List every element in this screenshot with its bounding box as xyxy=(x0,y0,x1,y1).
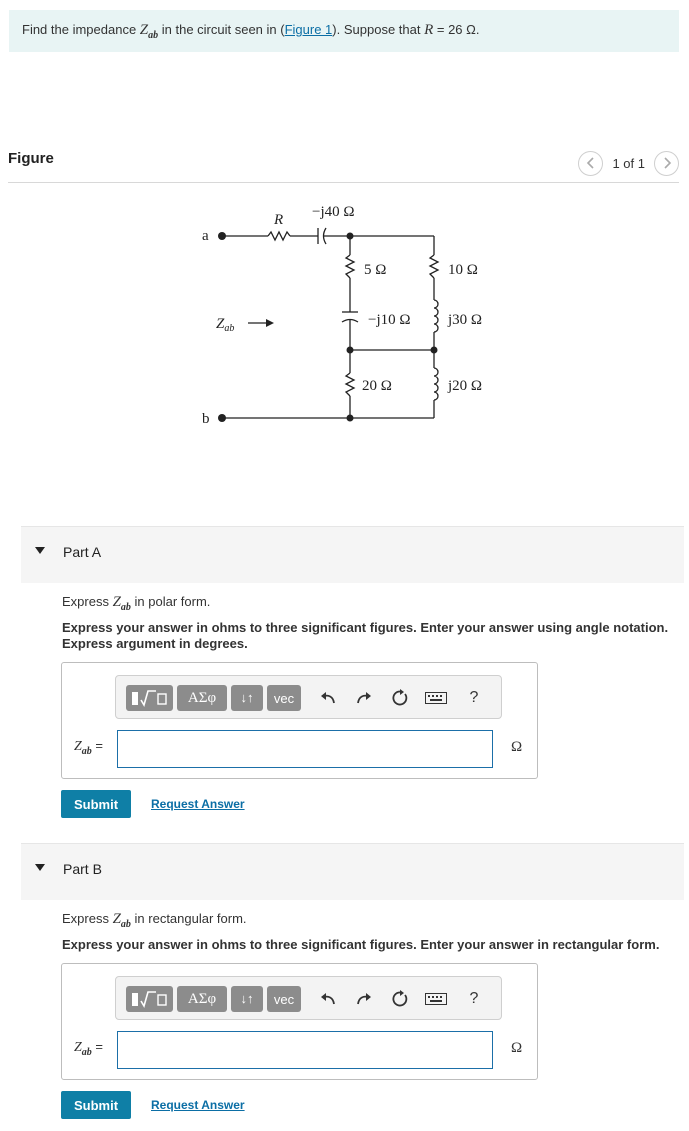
figure-divider xyxy=(8,182,679,183)
problem-text-prefix: Find the impedance xyxy=(22,22,140,37)
chevron-right-icon[interactable] xyxy=(654,151,679,176)
part-a-submit-button[interactable]: Submit xyxy=(61,790,131,818)
cap-top-label: −j40 Ω xyxy=(312,204,355,220)
part-a-answer-box xyxy=(61,662,538,779)
templates-icon[interactable] xyxy=(126,685,173,711)
help-button[interactable]: ? xyxy=(469,990,479,1007)
r5-label: 5 Ω xyxy=(364,262,387,278)
part-b-unit: Ω xyxy=(511,1040,523,1056)
r-symbol: R xyxy=(424,22,434,38)
figure-1-link[interactable]: Figure 1 xyxy=(284,22,333,37)
part-b-submit-button[interactable]: Submit xyxy=(61,1091,131,1119)
node-b-label: b xyxy=(202,411,210,427)
pager-count: 1 of 1 xyxy=(612,155,645,171)
templates-icon[interactable] xyxy=(126,986,173,1012)
problem-text-middle: in the circuit seen in ( xyxy=(158,22,285,37)
sort-icon[interactable]: ↓↑ xyxy=(231,685,263,711)
redo-icon[interactable] xyxy=(352,685,376,711)
keyboard-icon[interactable] xyxy=(422,986,450,1012)
part-b-request-answer-link[interactable]: Request Answer xyxy=(151,1098,245,1112)
part-b-label: Part B xyxy=(63,861,102,877)
r20-label: 20 Ω xyxy=(362,378,392,394)
circuit-diagram xyxy=(190,190,510,440)
chevron-left-icon[interactable] xyxy=(578,151,603,176)
part-a-request-answer-link[interactable]: Request Answer xyxy=(151,797,245,811)
caret-down-icon xyxy=(35,547,45,554)
undo-icon[interactable] xyxy=(316,685,340,711)
part-b-answer-box xyxy=(61,963,538,1080)
problem-statement xyxy=(9,10,679,52)
sort-icon[interactable]: ↓↑ xyxy=(231,986,263,1012)
caret-down-icon xyxy=(35,864,45,871)
part-b-header[interactable] xyxy=(21,843,684,900)
greek-symbols-button[interactable]: ΑΣφ xyxy=(177,986,227,1012)
zab-diagram-label: $Z_{ab}$ xyxy=(216,316,235,334)
part-a-answer-input[interactable] xyxy=(117,730,493,768)
r-label: R xyxy=(274,212,284,228)
part-a-header[interactable] xyxy=(21,526,684,583)
ind30-label: j30 Ω xyxy=(448,312,483,328)
figure-pager xyxy=(578,150,679,176)
math-toolbar-a xyxy=(115,675,502,719)
part-a-instructions: Express your answer in ohms to three significant figures. Enter your answer using angle notation. Express argument in degrees. xyxy=(62,620,669,651)
z-ab-symbol: $Z_{ab}$ xyxy=(139,22,159,41)
greek-symbols-button[interactable]: ΑΣφ xyxy=(177,685,227,711)
redo-icon[interactable] xyxy=(352,986,376,1012)
part-a-input-label: $Z_{ab}$ = xyxy=(74,738,104,757)
part-a-label: Part A xyxy=(63,544,102,560)
r-value: = 26 Ω. xyxy=(433,22,480,37)
r10-label: 10 Ω xyxy=(448,262,478,278)
part-b-input-label: $Z_{ab}$ = xyxy=(74,1039,104,1058)
reset-icon[interactable] xyxy=(388,685,412,711)
undo-icon[interactable] xyxy=(316,986,340,1012)
figure-title: Figure xyxy=(8,150,54,167)
part-b-instructions: Express your answer in ohms to three significant figures. Enter your answer in rectangular form. xyxy=(62,937,660,952)
vec-button[interactable]: vec xyxy=(267,986,301,1012)
cap-mid-label: −j10 Ω xyxy=(368,312,411,328)
keyboard-icon[interactable] xyxy=(422,685,450,711)
part-b-express: Express $Z_{ab}$ in rectangular form. xyxy=(62,911,247,930)
part-b-answer-input[interactable] xyxy=(117,1031,493,1069)
vec-button[interactable]: vec xyxy=(267,685,301,711)
reset-icon[interactable] xyxy=(388,986,412,1012)
part-a-unit: Ω xyxy=(511,739,523,755)
ind20-label: j20 Ω xyxy=(448,378,483,394)
help-button[interactable]: ? xyxy=(469,689,479,706)
node-a-label: a xyxy=(202,228,209,244)
part-a-express: Express $Z_{ab}$ in polar form. xyxy=(62,594,211,613)
math-toolbar-b xyxy=(115,976,502,1020)
problem-text-after: ). Suppose that xyxy=(332,22,425,37)
